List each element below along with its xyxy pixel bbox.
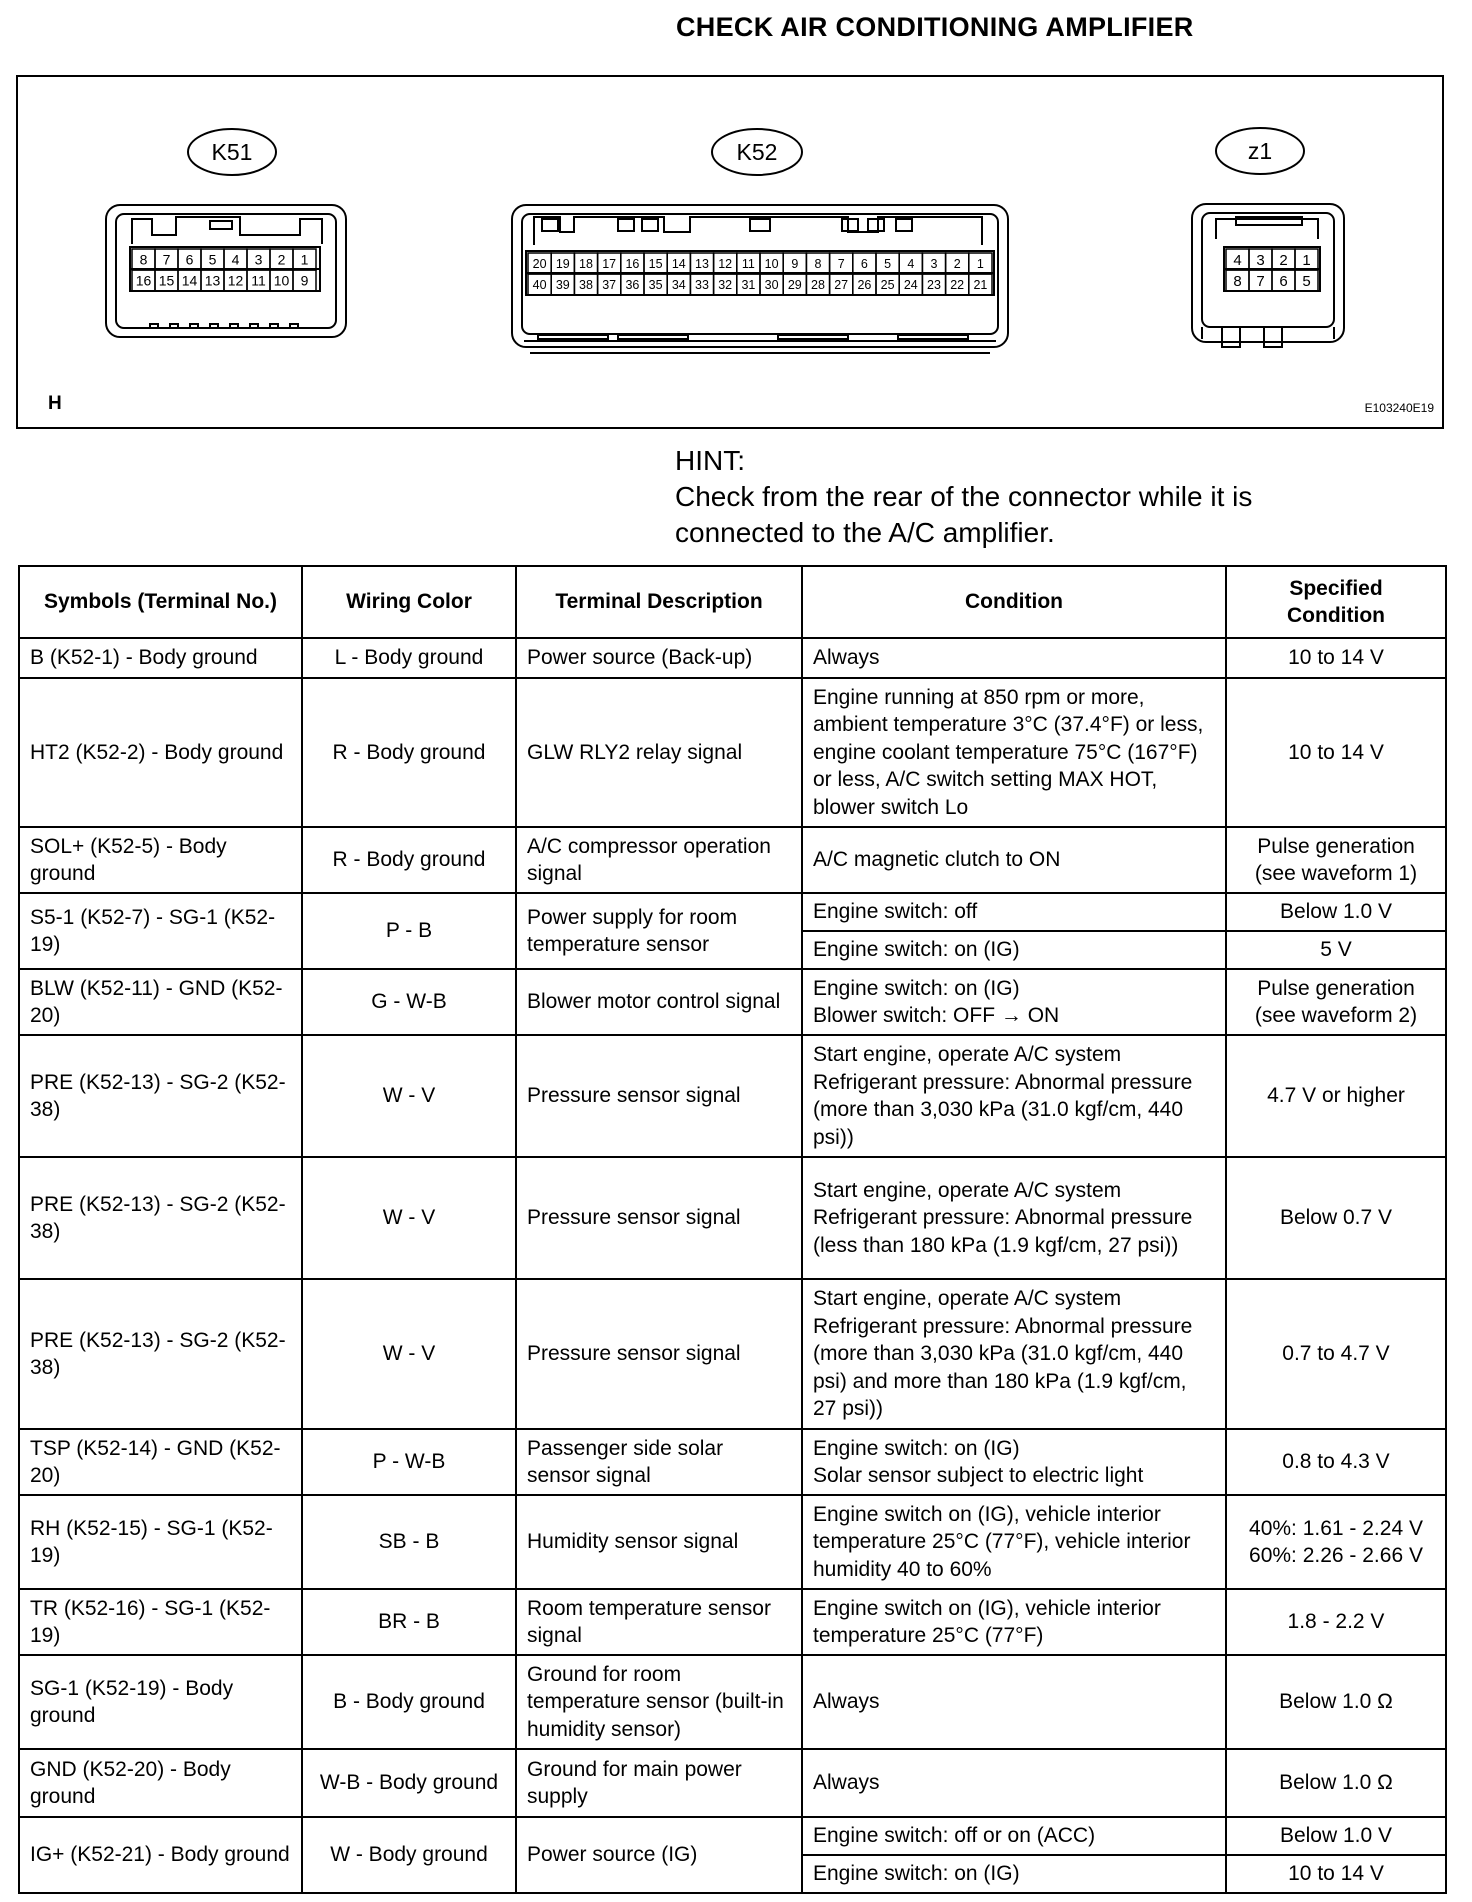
cell-condition <box>802 969 1226 1035</box>
k51-pin-number: 3 <box>254 251 263 268</box>
cell-condition: Engine switch: on (IG) <box>802 931 1226 969</box>
cell-symbols: S5-1 (K52-7) - SG-1 (K52-19) <box>19 893 302 969</box>
terminal-spec-table <box>18 565 1447 1894</box>
page-title: CHECK AIR CONDITIONING AMPLIFIER <box>676 12 1194 42</box>
condition-line-1: Start engine, operate A/C system <box>813 1043 1122 1066</box>
cell-description: Power source (IG) <box>516 1817 802 1893</box>
k52-pin-number: 25 <box>880 278 895 292</box>
k51-pin-grid <box>132 249 316 291</box>
cell-specified: Below 1.0 V <box>1226 893 1446 931</box>
cell-description: GLW RLY2 relay signal <box>516 678 802 827</box>
cell-description: Passenger side solar sensor signal <box>516 1429 802 1495</box>
cell-description: A/C compressor operation signal <box>516 827 802 893</box>
connector-figure <box>16 75 1444 429</box>
cell-symbols: SG-1 (K52-19) - Body ground <box>19 1655 302 1749</box>
k52-pin-number: 18 <box>579 257 593 271</box>
k51-pin-number: 7 <box>162 251 171 268</box>
table-row <box>19 1429 1446 1495</box>
k52-pin-number: 15 <box>648 257 663 271</box>
condition-line-1: Engine switch: on (IG) <box>813 976 1020 1000</box>
table-row <box>19 1817 1446 1855</box>
k52-pin-grid <box>528 253 992 295</box>
cell-wiring: W-B - Body ground <box>302 1749 516 1817</box>
condition-line-2: Solar sensor subject to electric light <box>813 1464 1144 1487</box>
cell-wiring: W - V <box>302 1157 516 1279</box>
cell-description: Ground for room temperature sensor (built-in humidity sensor) <box>516 1655 802 1749</box>
k52-pin-number: 32 <box>718 278 733 292</box>
k52-pin-number: 34 <box>671 278 686 292</box>
k52-pin-number: 3 <box>930 257 938 271</box>
connector-diagram <box>18 77 1442 427</box>
k51-lock-tick <box>250 324 258 328</box>
cell-specified: Below 0.7 V <box>1226 1157 1446 1279</box>
cell-symbols: TSP (K52-14) - GND (K52-20) <box>19 1429 302 1495</box>
k51-pin-number: 8 <box>139 251 148 268</box>
k52-pin-number: 9 <box>791 257 799 271</box>
z1-connector <box>1192 204 1344 347</box>
k52-pin-number: 40 <box>532 278 547 292</box>
k52-pin-number: 16 <box>625 257 640 271</box>
cell-wiring: G - W-B <box>302 969 516 1035</box>
condition-line-1: Engine switch: on (IG) <box>813 1436 1020 1460</box>
cell-specified: 4.7 V or higher <box>1226 1035 1446 1157</box>
k52-pin-number: 26 <box>857 278 872 292</box>
z1-pin-number: 3 <box>1256 251 1265 269</box>
cell-wiring: SB - B <box>302 1495 516 1589</box>
k52-pin-number: 31 <box>741 278 756 292</box>
cell-specified: 5 V <box>1226 931 1446 969</box>
table-row <box>19 1589 1446 1655</box>
k52-pin-number: 39 <box>555 278 570 292</box>
k52-pin-number: 22 <box>950 278 965 292</box>
cell-specified: 0.7 to 4.7 V <box>1226 1279 1446 1429</box>
k51-pin-number: 9 <box>300 272 309 289</box>
cell-condition: Engine switch on (IG), vehicle interior temperature 25°C (77°F), vehicle interior humidity 40 to 60% <box>802 1495 1226 1589</box>
k52-label: K52 <box>736 139 778 165</box>
cell-condition: Always <box>802 1749 1226 1817</box>
k51-lock-tick <box>210 324 218 328</box>
cell-symbols: HT2 (K52-2) - Body ground <box>19 678 302 827</box>
cell-specified: Below 1.0 Ω <box>1226 1749 1446 1817</box>
cell-symbols: PRE (K52-13) - SG-2 (K52-38) <box>19 1157 302 1279</box>
header-wiring: Wiring Color <box>302 566 516 638</box>
k52-pin-number: 24 <box>903 278 918 292</box>
condition-line-2: Refrigerant pressure: Abnormal pressure (more than 3,030 kPa (31.0 kgf/cm, 440 psi)) <box>813 1070 1193 1149</box>
cell-specified: Below 1.0 V <box>1226 1817 1446 1855</box>
k51-pin-number: 4 <box>231 251 240 268</box>
k52-pin-number: 11 <box>741 257 755 271</box>
k52-pin-number: 17 <box>602 257 617 271</box>
spec-line-2: (see waveform 1) <box>1254 862 1418 885</box>
k51-lock-tick <box>170 324 178 328</box>
k52-pin-number: 4 <box>907 257 915 271</box>
table-row <box>19 1655 1446 1749</box>
k52-pin-number: 21 <box>973 278 988 292</box>
condition-line-2: Refrigerant pressure: Abnormal pressure (more than 3,030 kPa (31.0 kgf/cm, 440 psi) and more than 180 kPa (1.9 kgf/cm, 27 psi)) <box>813 1314 1193 1421</box>
cell-specified: 1.8 - 2.2 V <box>1226 1589 1446 1655</box>
cell-condition: Engine switch: off or on (ACC) <box>802 1817 1226 1855</box>
k51-pin-number: 6 <box>185 251 194 268</box>
cell-symbols: BLW (K52-11) - GND (K52-20) <box>19 969 302 1035</box>
table-row <box>19 678 1446 827</box>
cell-description: Pressure sensor signal <box>516 1157 802 1279</box>
k52-pin-number: 8 <box>814 257 822 271</box>
k51-pin-number: 15 <box>158 272 175 289</box>
cell-wiring: R - Body ground <box>302 827 516 893</box>
table-row <box>19 1157 1446 1279</box>
header-description: Terminal Description <box>516 566 802 638</box>
k52-pin-number: 10 <box>764 257 779 271</box>
k52-pin-number: 20 <box>532 257 547 271</box>
k52-pin-number: 23 <box>927 278 941 292</box>
table-row <box>19 1035 1446 1157</box>
k51-lock-tick <box>270 324 278 328</box>
k52-pin-number: 14 <box>671 257 686 271</box>
cell-specified: 10 to 14 V <box>1226 638 1446 678</box>
cell-wiring: L - Body ground <box>302 638 516 678</box>
cell-description: Blower motor control signal <box>516 969 802 1035</box>
k52-pin-number: 2 <box>953 257 961 271</box>
k51-pin-number: 10 <box>273 272 290 289</box>
cell-wiring: W - V <box>302 1035 516 1157</box>
cell-specified: 10 to 14 V <box>1226 1855 1446 1893</box>
cell-description: Power source (Back-up) <box>516 638 802 678</box>
z1-pin-number: 6 <box>1279 272 1288 290</box>
cell-wiring: W - Body ground <box>302 1817 516 1893</box>
cell-description: Ground for main power supply <box>516 1749 802 1817</box>
k52-pin-number: 1 <box>976 257 984 271</box>
cell-specified <box>1226 1495 1446 1589</box>
z1-pin-number: 8 <box>1233 272 1242 290</box>
cell-specified: 0.8 to 4.3 V <box>1226 1429 1446 1495</box>
cell-description: Room temperature sensor signal <box>516 1589 802 1655</box>
cell-symbols: B (K52-1) - Body ground <box>19 638 302 678</box>
k52-pin-number: 12 <box>718 257 733 271</box>
cell-condition <box>802 1429 1226 1495</box>
cell-wiring: W - V <box>302 1279 516 1429</box>
z1-label: z1 <box>1247 138 1273 164</box>
k51-lock-tick <box>190 324 198 328</box>
cell-specified <box>1226 827 1446 893</box>
cell-description: Pressure sensor signal <box>516 1279 802 1429</box>
k52-pin-number: 5 <box>884 257 892 271</box>
k52-bottom-slot <box>618 335 688 339</box>
cell-specified: 10 to 14 V <box>1226 678 1446 827</box>
cell-symbols: SOL+ (K52-5) - Body ground <box>19 827 302 893</box>
z1-pin-number: 2 <box>1279 251 1288 269</box>
cell-condition: Engine switch on (IG), vehicle interior temperature 25°C (77°F) <box>802 1589 1226 1655</box>
k52-pin-number: 37 <box>602 278 617 292</box>
cell-condition: A/C magnetic clutch to ON <box>802 827 1226 893</box>
cell-symbols: PRE (K52-13) - SG-2 (K52-38) <box>19 1035 302 1157</box>
header-symbols: Symbols (Terminal No.) <box>19 566 302 638</box>
k51-pin-number: 16 <box>135 272 152 289</box>
k51-pin-number: 12 <box>227 272 244 289</box>
k52-pin-number: 13 <box>695 257 709 271</box>
k52-pin-number: 30 <box>764 278 779 292</box>
header-specified <box>1226 566 1446 638</box>
cell-wiring: P - B <box>302 893 516 969</box>
cell-condition <box>802 1279 1226 1429</box>
k51-pin-number: 2 <box>277 251 286 268</box>
cell-specified <box>1226 969 1446 1035</box>
condition-line-2: Refrigerant pressure: Abnormal pressure (less than 180 kPa (1.9 kgf/cm, 27 psi)) <box>813 1206 1193 1257</box>
k51-label: K51 <box>211 139 253 165</box>
cell-wiring: R - Body ground <box>302 678 516 827</box>
k52-pin-number: 35 <box>648 278 663 292</box>
z1-pin-number: 5 <box>1302 272 1311 290</box>
table-row <box>19 638 1446 678</box>
spec-line-2: (see waveform 2) <box>1254 1004 1418 1027</box>
cell-wiring: P - W-B <box>302 1429 516 1495</box>
k51-pin-number: 1 <box>300 251 309 268</box>
hint-line-2: connected to the A/C amplifier. <box>675 517 1055 548</box>
k51-pin-number: 5 <box>208 251 217 268</box>
k52-bottom-slot <box>778 335 848 339</box>
k52-pin-number: 33 <box>695 278 709 292</box>
hint-line-1: Check from the rear of the connector while it is <box>675 481 1253 512</box>
cell-condition <box>802 1157 1226 1279</box>
k52-pin-number: 19 <box>555 257 570 271</box>
spec-line-1: Pulse generation <box>1257 834 1415 858</box>
table-header-row <box>19 566 1446 638</box>
cell-condition: Always <box>802 638 1226 678</box>
cell-condition: Engine switch: off <box>802 893 1226 931</box>
cell-description: Humidity sensor signal <box>516 1495 802 1589</box>
k51-pin-number: 13 <box>204 272 221 289</box>
k52-pin-number: 7 <box>837 257 845 271</box>
spec-line-1: 40%: 1.61 - 2.24 V <box>1249 1516 1423 1540</box>
k52-bottom-slot <box>898 335 968 339</box>
cell-wiring: B - Body ground <box>302 1655 516 1749</box>
z1-pin-number: 7 <box>1256 272 1265 290</box>
k52-pin-number: 6 <box>860 257 868 271</box>
k52-pin-number: 29 <box>787 278 802 292</box>
cell-symbols: TR (K52-16) - SG-1 (K52-19) <box>19 1589 302 1655</box>
hint-heading: HINT: <box>675 445 745 476</box>
cell-symbols: GND (K52-20) - Body ground <box>19 1749 302 1817</box>
table-row <box>19 1495 1446 1589</box>
cell-description: Power supply for room temperature sensor <box>516 893 802 969</box>
cell-condition: Always <box>802 1655 1226 1749</box>
cell-symbols: RH (K52-15) - SG-1 (K52-19) <box>19 1495 302 1589</box>
table-row <box>19 827 1446 893</box>
condition-line-1: Start engine, operate A/C system <box>813 1178 1122 1202</box>
k51-pin-number: 11 <box>251 272 266 289</box>
figure-corner-letter: H <box>48 393 62 414</box>
spec-line-2: 60%: 2.26 - 2.66 V <box>1249 1544 1423 1567</box>
k51-connector <box>106 205 346 337</box>
k51-pin-number: 14 <box>181 272 198 289</box>
k52-bottom-slot <box>538 335 608 339</box>
z1-pin-number: 1 <box>1302 251 1311 269</box>
k52-pin-number: 36 <box>625 278 640 292</box>
k52-pin-number: 28 <box>811 278 825 292</box>
cell-condition: Engine switch: on (IG) <box>802 1855 1226 1893</box>
header-specified-1: Specified <box>1289 576 1383 600</box>
k52-pin-number: 27 <box>834 278 849 292</box>
table-row <box>19 1279 1446 1429</box>
spec-line-1: Pulse generation <box>1257 976 1415 1000</box>
cell-symbols: IG+ (K52-21) - Body ground <box>19 1817 302 1893</box>
k51-lock-tick <box>290 324 298 328</box>
cell-symbols: PRE (K52-13) - SG-2 (K52-38) <box>19 1279 302 1429</box>
condition-line-2: Blower switch: OFF → ON <box>813 1004 1060 1027</box>
hint-block <box>675 443 1252 551</box>
table-row <box>19 969 1446 1035</box>
k51-lock-tick <box>150 324 158 328</box>
cell-condition <box>802 1035 1226 1157</box>
z1-pin-grid <box>1226 249 1318 291</box>
k51-lock-tick <box>230 324 238 328</box>
figure-code: E103240E19 <box>1364 401 1434 415</box>
header-specified-2: Condition <box>1287 604 1385 627</box>
header-condition: Condition <box>802 566 1226 638</box>
cell-description: Pressure sensor signal <box>516 1035 802 1157</box>
k52-pin-number: 38 <box>579 278 593 292</box>
cell-specified: Below 1.0 Ω <box>1226 1655 1446 1749</box>
cell-condition: Engine running at 850 rpm or more, ambient temperature 3°C (37.4°F) or less, engine coolant temperature 75°C (167°F) or less, A/C switch setting MAX HOT, blower switch Lo <box>802 678 1226 827</box>
condition-line-1: Start engine, operate A/C system <box>813 1287 1122 1311</box>
table-row <box>19 893 1446 931</box>
cell-wiring: BR - B <box>302 1589 516 1655</box>
table-row <box>19 1749 1446 1817</box>
z1-pin-number: 4 <box>1233 251 1242 269</box>
